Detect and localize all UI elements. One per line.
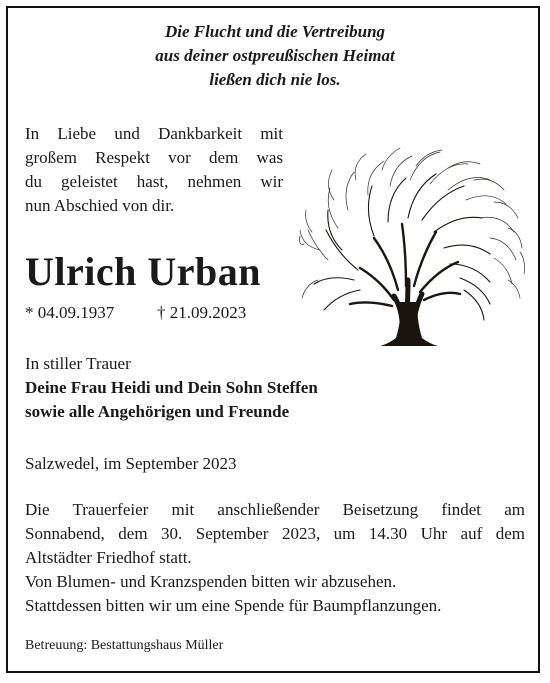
birth-date: * 04.09.1937 (25, 303, 115, 322)
ceremony-line: Die Trauerfeier mit anschließender Beisetzung findet am (25, 500, 525, 519)
ceremony-line: Stattdessen bitten wir um eine Spende für Baumpflanzungen. (25, 596, 442, 615)
intro-line: du geleistet hast, nehmen wir (25, 172, 283, 191)
place-date: Salzwedel, im September 2023 (25, 454, 237, 473)
intro-line: nun Abschied von dir. (25, 196, 175, 215)
deceased-name: Ulrich Urban (25, 249, 261, 294)
mourners-relatives: sowie alle Angehörigen und Freunde (25, 402, 290, 421)
ceremony-line: Altstädter Friedhof statt. (25, 548, 192, 567)
intro-line: In Liebe und Dankbarkeit mit (25, 124, 283, 143)
death-date: † 21.09.2023 (157, 303, 247, 322)
mourners (25, 352, 318, 424)
motto (0, 20, 550, 92)
ceremony-line: Sonnabend, dem 30. September 2023, um 14.30 Uhr auf dem (25, 524, 525, 543)
funeral-home: Betreuung: Bestattungshaus Müller (25, 638, 224, 653)
ceremony-line: Von Blumen- und Kranzspenden bitten wir abzusehen. (25, 572, 397, 591)
ceremony-info (25, 498, 525, 618)
intro-line: großem Respekt vor dem was (25, 148, 283, 167)
mourners-family: Deine Frau Heidi und Dein Sohn Steffen (25, 378, 318, 397)
mourners-intro: In stiller Trauer (25, 354, 131, 373)
life-dates (25, 302, 247, 324)
motto-line: Die Flucht und die Vertreibung (164, 22, 386, 41)
motto-line: aus deiner ostpreußischen Heimat (155, 46, 395, 65)
intro-text (25, 122, 283, 218)
motto-line: ließen dich nie los. (209, 70, 341, 89)
tree-icon (298, 140, 530, 350)
